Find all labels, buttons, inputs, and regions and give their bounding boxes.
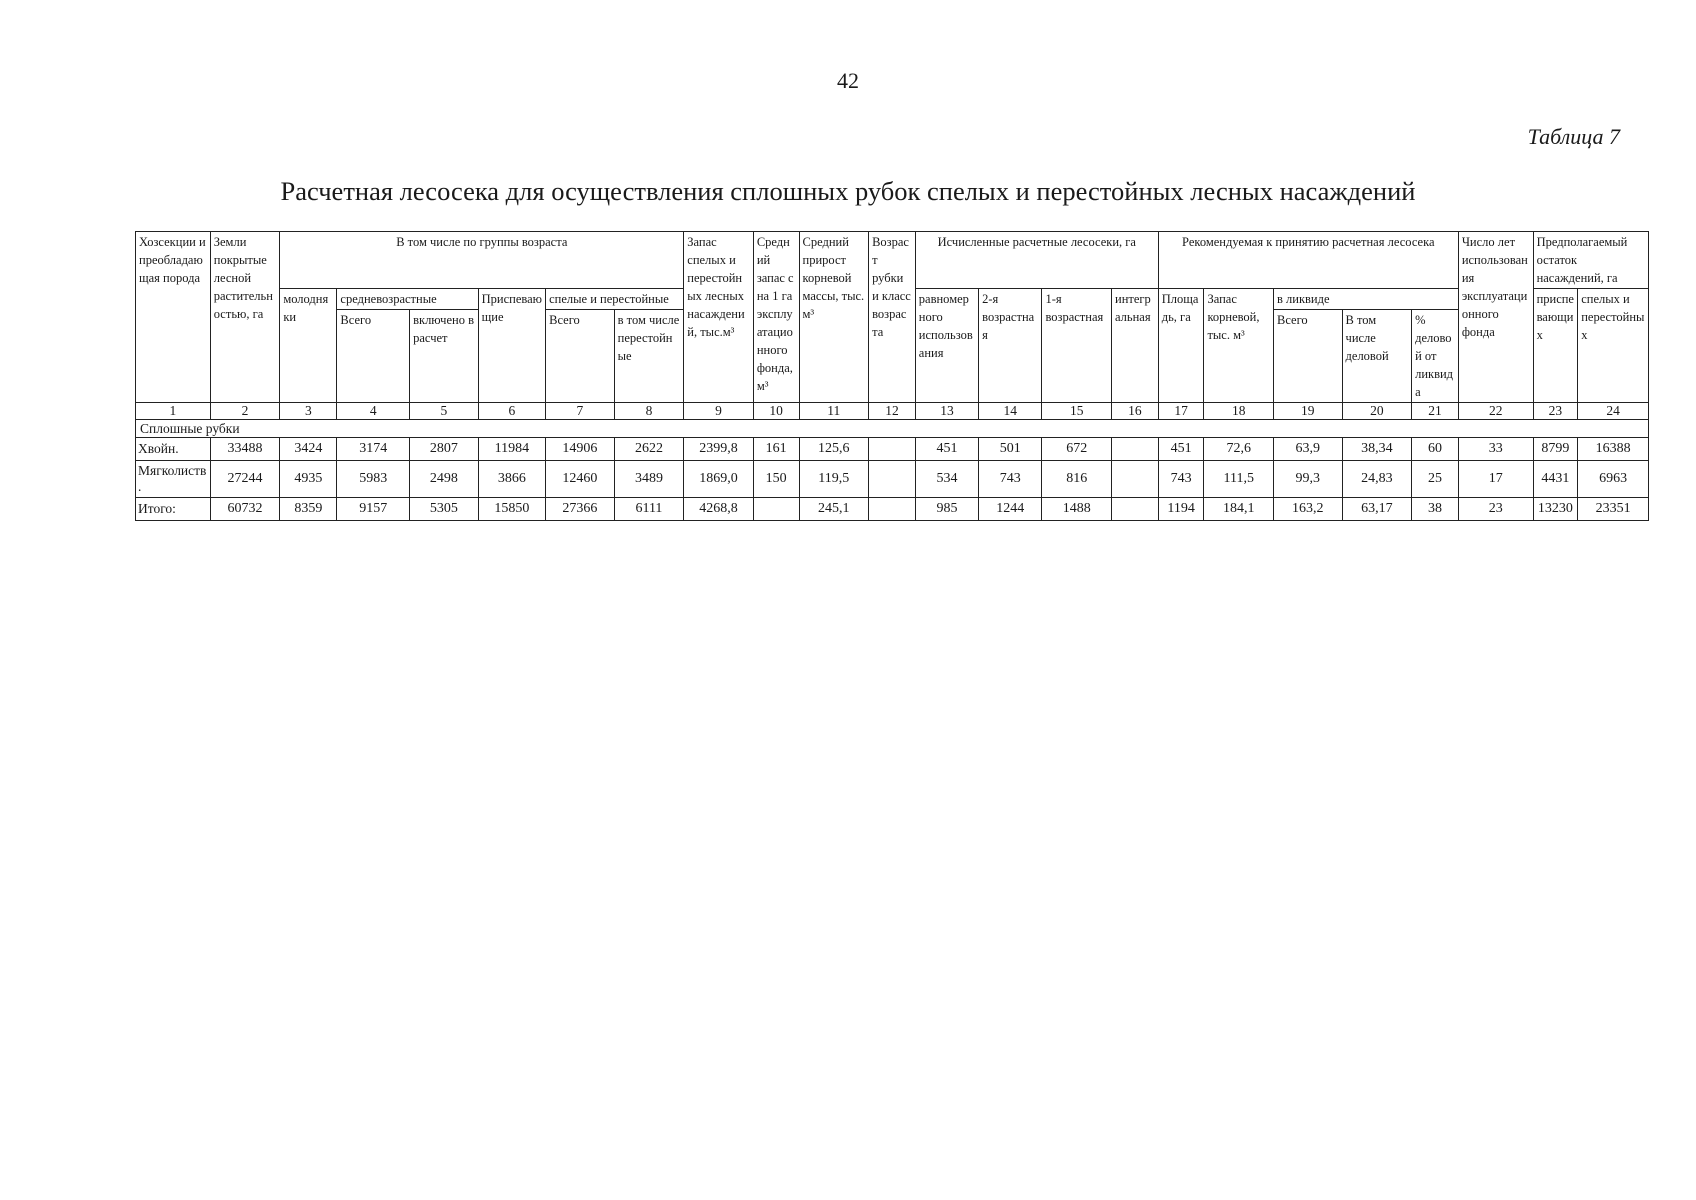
table-cell [1112,461,1159,498]
table-cell: 63,9 [1274,438,1343,461]
header-col-13: равномерного использования [915,289,978,403]
table-cell: 5305 [410,498,479,521]
table-cell: 1488 [1042,498,1112,521]
page-number: 42 [837,68,859,93]
column-number: 4 [337,403,410,420]
column-number: 19 [1274,403,1343,420]
column-number: 24 [1578,403,1649,420]
header-col-3: молодняки [280,289,337,403]
table-row [136,438,1649,461]
column-number: 8 [614,403,684,420]
table-cell [1112,498,1159,521]
column-number: 12 [869,403,916,420]
table-cell: 451 [1158,438,1204,461]
header-ripe-overripe: спелые и перестойные [546,289,684,310]
table-cell: 99,3 [1274,461,1343,498]
section-label: Сплошные рубки [136,420,1649,438]
table-cell: 501 [979,438,1042,461]
table-cell: 2622 [614,438,684,461]
column-number: 15 [1042,403,1112,420]
table-cell: 743 [979,461,1042,498]
table-cell [1112,438,1159,461]
table-cell: 72,6 [1204,438,1274,461]
table-cell: 2399,8 [684,438,754,461]
table-cell: 38,34 [1342,438,1412,461]
table-cell: 534 [915,461,978,498]
row-label: Хвойн. [136,438,211,461]
table-cell: 4268,8 [684,498,754,521]
header-col-1: Хозсекции и преобладающая порода [136,232,211,403]
column-number: 9 [684,403,754,420]
column-number: 5 [410,403,479,420]
table-cell: 9157 [337,498,410,521]
header-col-18: Запас корневой, тыс. м³ [1204,289,1274,403]
table-cell: 1869,0 [684,461,754,498]
header-col-22: Число лет использования эксплуатационного фонда [1458,232,1533,403]
table-cell: 125,6 [799,438,869,461]
column-number: 17 [1158,403,1204,420]
table-row [136,461,1649,498]
table-cell: 8359 [280,498,337,521]
table-cell: 24,83 [1342,461,1412,498]
column-number: 16 [1112,403,1159,420]
header-col-15: 1-я возрастная [1042,289,1112,403]
table-cell: 12460 [546,461,615,498]
table-cell: 184,1 [1204,498,1274,521]
column-number: 1 [136,403,211,420]
column-number: 7 [546,403,615,420]
header-col-10: Средний запас с на 1 га эксплуатационного фонда, м³ [753,232,799,403]
table-cell: 23 [1458,498,1533,521]
table-cell: 3489 [614,461,684,498]
table-cell: 63,17 [1342,498,1412,521]
table-cell: 816 [1042,461,1112,498]
header-col-16: интегральная [1112,289,1159,403]
table-cell: 25 [1412,461,1459,498]
column-number: 14 [979,403,1042,420]
table-label: Таблица 7 [1527,124,1620,149]
table-cell: 2498 [410,461,479,498]
header-col-14: 2-я возрастная [979,289,1042,403]
table-cell: 27244 [210,461,280,498]
header-col-24: спелых и перестойных [1578,289,1649,403]
table-cell: 13230 [1533,498,1578,521]
table-cell: 1244 [979,498,1042,521]
table-cell: 150 [753,461,799,498]
column-number: 10 [753,403,799,420]
header-col-20: В том числе деловой [1342,310,1412,403]
table-cell: 33488 [210,438,280,461]
header-col-2: Земли покрытые лесной растительностью, га [210,232,280,403]
header-age-groups: В том числе по группы возраста [280,232,684,289]
table-cell: 60 [1412,438,1459,461]
header-mid-age: средневозрастные [337,289,478,310]
column-number: 20 [1342,403,1412,420]
column-number: 11 [799,403,869,420]
table-cell: 163,2 [1274,498,1343,521]
table-cell: 3174 [337,438,410,461]
header-col-19: Всего [1274,310,1343,403]
table-cell: 23351 [1578,498,1649,521]
table-cell: 11984 [478,438,545,461]
table-cell: 119,5 [799,461,869,498]
table-cell: 27366 [546,498,615,521]
column-number: 23 [1533,403,1578,420]
table-cell: 14906 [546,438,615,461]
header-col-9: Запас спелых и перестойных лесных насаждений, тыс.м³ [684,232,754,403]
table-cell: 245,1 [799,498,869,521]
table-cell: 5983 [337,461,410,498]
table-cell: 672 [1042,438,1112,461]
table-cell: 985 [915,498,978,521]
table-cell: 8799 [1533,438,1578,461]
section-row [136,420,1649,438]
header-col-21: % деловой от ликвида [1412,310,1459,403]
table-cell: 161 [753,438,799,461]
table-cell: 15850 [478,498,545,521]
table-row-total [136,498,1649,521]
table-cell [869,498,916,521]
header-col-12: Возраст рубки и класс возраста [869,232,916,403]
header-col-7: Всего [546,310,615,403]
column-number: 21 [1412,403,1459,420]
header-recommended-cut: Рекомендуемая к принятию расчетная лесосека [1158,232,1458,289]
column-number: 13 [915,403,978,420]
column-number: 22 [1458,403,1533,420]
table-cell: 38 [1412,498,1459,521]
table-cell: 2807 [410,438,479,461]
table-cell: 33 [1458,438,1533,461]
header-expected-remainder: Предполагаемый остаток насаждений, га [1533,232,1648,289]
header-col-17: Площадь, га [1158,289,1204,403]
table-cell: 17 [1458,461,1533,498]
header-col-6: Приспевающие [478,289,545,403]
table-cell [869,461,916,498]
logging-table [135,231,1649,521]
header-col-8: в том числе перестойные [614,310,684,403]
table-cell: 111,5 [1204,461,1274,498]
column-number: 3 [280,403,337,420]
column-number: 6 [478,403,545,420]
table-cell: 60732 [210,498,280,521]
column-number: 18 [1204,403,1274,420]
table-cell: 3866 [478,461,545,498]
table-cell: 4935 [280,461,337,498]
header-row-1 [136,232,1649,289]
row-label: Мягколиств. [136,461,211,498]
header-col-11: Средний прирост корневой массы, тыс. м³ [799,232,869,403]
table-cell: 6963 [1578,461,1649,498]
table-cell: 6111 [614,498,684,521]
table-cell: 1194 [1158,498,1204,521]
table-cell [753,498,799,521]
table-cell: 451 [915,438,978,461]
column-number-row [136,403,1649,420]
table-cell: 4431 [1533,461,1578,498]
document-title: Расчетная лесосека для осуществления сплошных рубок спелых и перестойных лесных насаждений [280,176,1416,206]
header-col-4: Всего [337,310,410,403]
header-calculated-cuts: Исчисленные расчетные лесосеки, га [915,232,1158,289]
header-col-5: включено в расчет [410,310,479,403]
table-cell: 3424 [280,438,337,461]
header-col-23: приспевающих [1533,289,1578,403]
column-number: 2 [210,403,280,420]
table-cell: 16388 [1578,438,1649,461]
row-label: Итого: [136,498,211,521]
table-cell [869,438,916,461]
table-cell: 743 [1158,461,1204,498]
header-in-liquid: в ликвиде [1274,289,1459,310]
